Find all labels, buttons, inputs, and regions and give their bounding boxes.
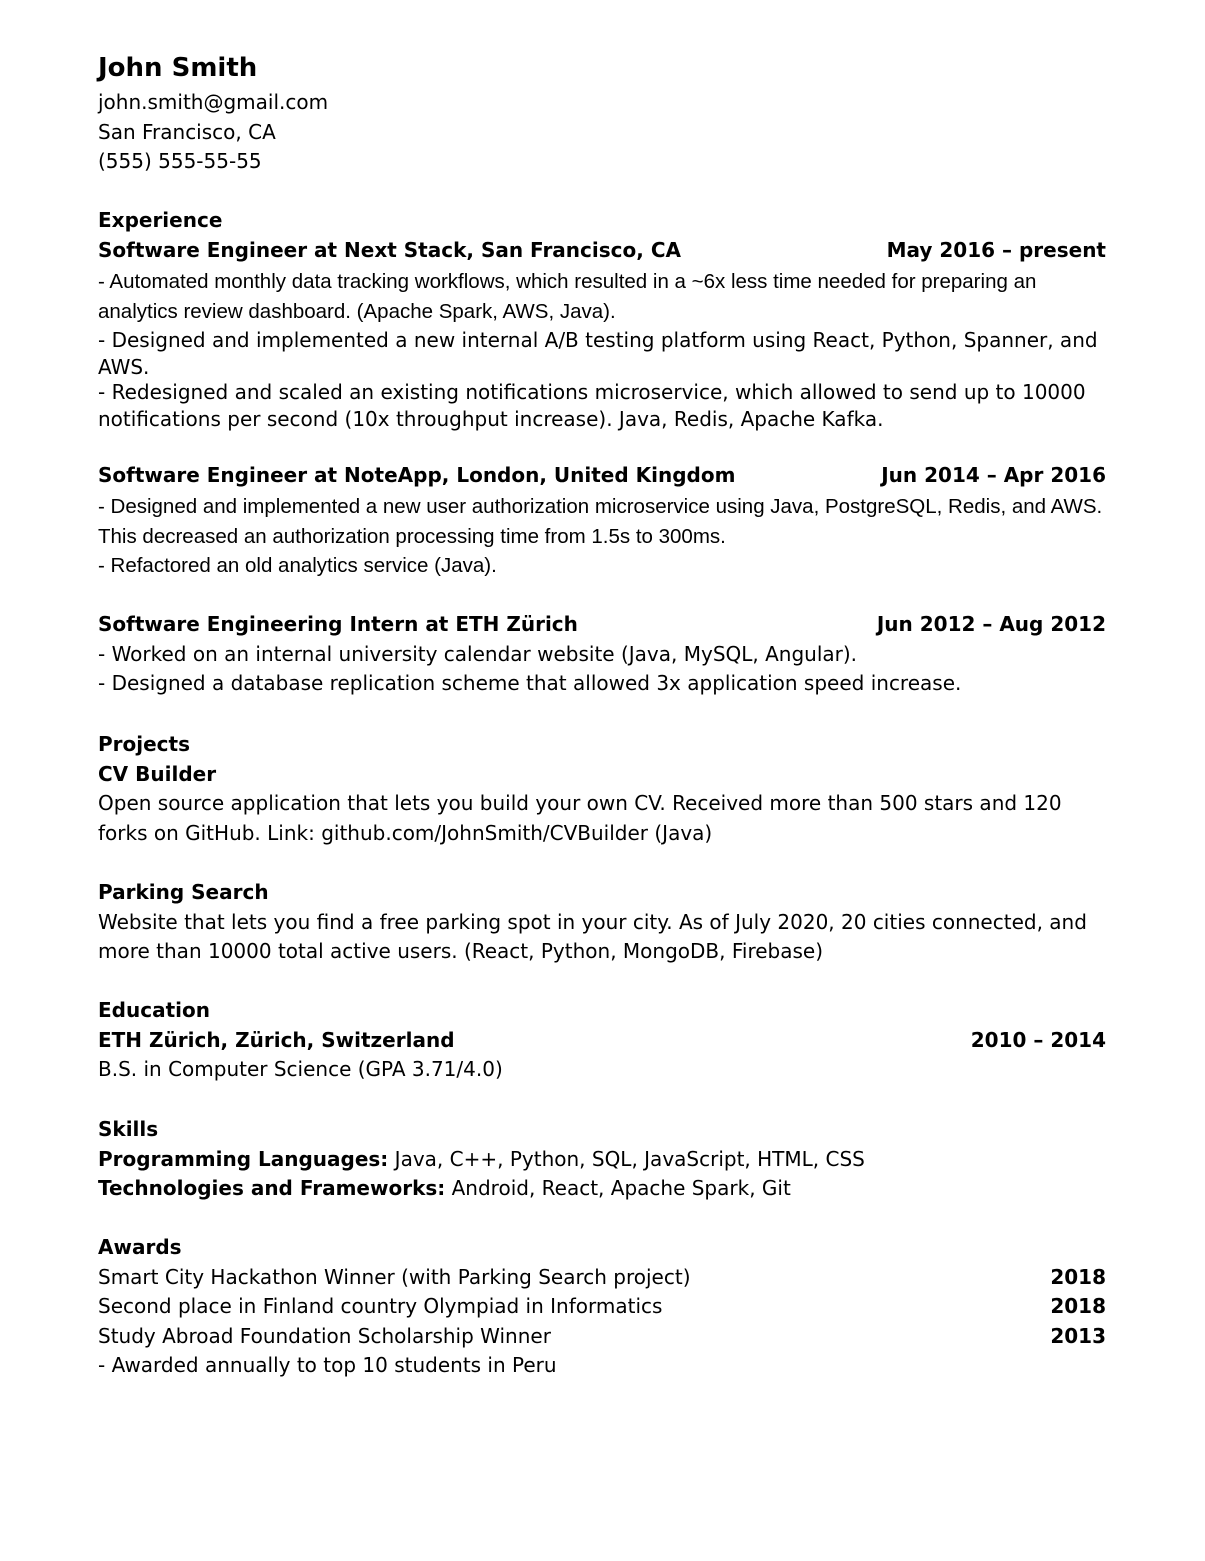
- skills-line: [98, 1145, 1106, 1175]
- job-bullet: - Designed and implemented a new internal A/B testing platform using React, Python, Spanner, and AWS.: [98, 328, 1098, 379]
- skills-section: [98, 1115, 1106, 1204]
- award-year: 2018: [1050, 1294, 1106, 1318]
- job-header: [98, 236, 1106, 266]
- award-title: Second place in Finland country Olympiad in Informatics: [98, 1294, 663, 1318]
- education-header: [98, 1026, 1106, 1056]
- project-parking-search: [98, 878, 1106, 967]
- job-bullet: - Designed and implemented a new user authorization microservice using Java, PostgreSQL, Redis, and AWS. This decreased an authorization processing time from 1.5s to 300ms.: [98, 495, 1103, 548]
- job-noteapp: [98, 461, 1106, 491]
- project-description: Website that lets you find a free parking spot in your city. As of July 2020, 20 cities connected, and more than 10000 total active users. (React, Python, MongoDB, Firebase): [98, 909, 1087, 963]
- education-dates: 2010 – 2014: [970, 1027, 1106, 1052]
- job-next-stack: [98, 236, 1106, 266]
- award-year: 2018: [1050, 1264, 1106, 1289]
- job-dates: May 2016 – present: [886, 238, 1106, 262]
- education-heading: Education: [98, 998, 210, 1022]
- award-row: [98, 1263, 1106, 1293]
- job-eth-intern: [98, 610, 1106, 699]
- job-title: Software Engineer at Next Stack, San Francisco, CA: [98, 238, 681, 262]
- education-school: ETH Zürich, Zürich, Switzerland: [98, 1027, 455, 1052]
- awards-section: [98, 1233, 1106, 1381]
- skills-line: [98, 1174, 1106, 1204]
- project-name: Parking Search: [98, 880, 269, 904]
- skills-value: Android, React, Apache Spark, Git: [445, 1176, 791, 1200]
- award-row: [98, 1292, 1106, 1322]
- awards-heading: Awards: [98, 1235, 182, 1259]
- job-bullet: - Automated monthly data tracking workflows, which resulted in a ~6x less time needed for preparing an analytics review dashboard. (Apache Spark, AWS, Java).: [98, 270, 1037, 323]
- job-bullet: - Redesigned and scaled an existing notifications microservice, which allowed to send up to 10000 notifications per second (10x throughput increase). Java, Redis, Apache Kafka.: [98, 380, 1086, 431]
- education-degree: B.S. in Computer Science (GPA 3.71/4.0): [98, 1057, 503, 1081]
- contact-email: john.smith@gmail.com: [98, 90, 329, 114]
- job-title: Software Engineer at NoteApp, London, United Kingdom: [98, 463, 736, 487]
- job-dates: Jun 2012 – Aug 2012: [876, 612, 1106, 636]
- job-header: [98, 461, 1106, 491]
- education-section: [98, 996, 1106, 1085]
- job-header: [98, 610, 1106, 640]
- skills-label: Technologies and Frameworks:: [98, 1176, 446, 1200]
- job-bullet: - Refactored an old analytics service (Java).: [98, 554, 497, 577]
- candidate-name: John Smith: [98, 53, 258, 83]
- job-bullet: - Worked on an internal university calendar website (Java, MySQL, Angular).: [98, 641, 858, 666]
- award-note: - Awarded annually to top 10 students in Peru: [98, 1353, 557, 1377]
- project-name: CV Builder: [98, 761, 217, 786]
- job-dates: Jun 2014 – Apr 2016: [881, 463, 1106, 487]
- award-year: 2013: [1050, 1323, 1106, 1348]
- skills-value: Java, C++, Python, SQL, JavaScript, HTML, CSS: [388, 1146, 865, 1171]
- job-title: Software Engineering Intern at ETH Zürich: [98, 612, 578, 636]
- award-title: Study Abroad Foundation Scholarship Winner: [98, 1323, 551, 1348]
- award-row: [98, 1322, 1106, 1352]
- projects-heading: Projects: [98, 732, 191, 756]
- skills-label: Programming Languages:: [98, 1146, 389, 1171]
- skills-heading: Skills: [98, 1117, 159, 1141]
- experience-heading: Experience: [98, 208, 223, 232]
- contact-phone: (555) 555-55-55: [98, 149, 262, 173]
- award-title: Smart City Hackathon Winner (with Parking Search project): [98, 1264, 691, 1289]
- project-description: Open source application that lets you build your own CV. Received more than 500 stars and 120 forks on GitHub. Link: github.com/JohnSmith/CVBuilder (Java): [98, 791, 1062, 845]
- contact-location: San Francisco, CA: [98, 119, 276, 144]
- contact-block: [98, 88, 1106, 177]
- projects-section: [98, 730, 1106, 848]
- job-bullet: - Designed a database replication scheme that allowed 3x application speed increase.: [98, 671, 962, 695]
